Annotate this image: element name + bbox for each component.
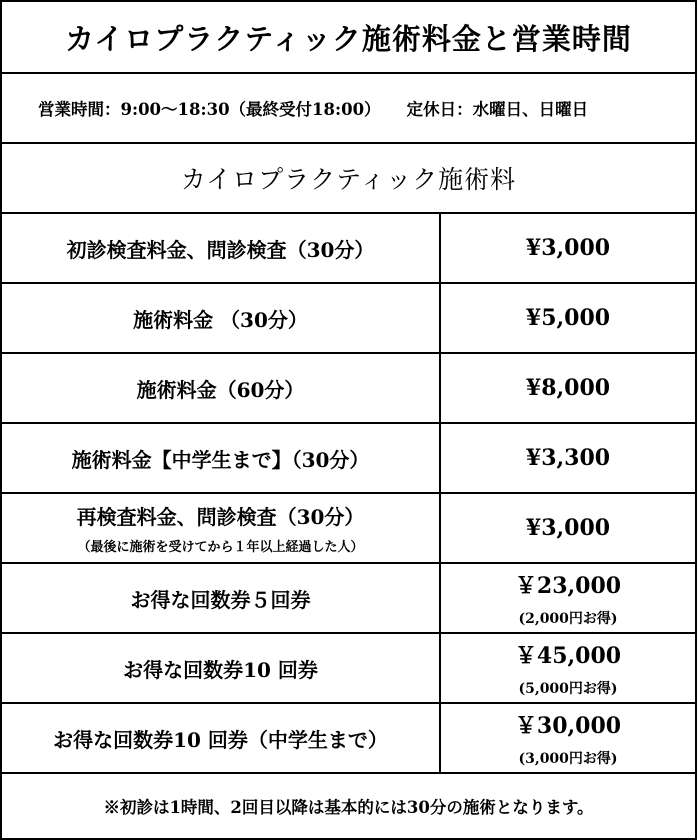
service-price-cell bbox=[441, 494, 695, 562]
service-price: ￥45,000 bbox=[514, 642, 622, 669]
service-price: ￥23,000 bbox=[514, 572, 622, 599]
savings-note: (3,000円お得) bbox=[518, 750, 618, 767]
closed-days: 定休日：水曜日、日曜日 bbox=[406, 100, 589, 119]
service-price-cell bbox=[441, 634, 695, 702]
service-name: 再検査料金、問診検査（30分） bbox=[76, 505, 365, 529]
service-name-cell bbox=[2, 354, 441, 422]
service-name: 初診検査料金、問診検査（30分） bbox=[66, 237, 375, 262]
business-hours: 営業時間：9:00〜18:30（最終受付18:00） bbox=[38, 100, 381, 119]
price-row bbox=[2, 494, 695, 564]
service-name: 施術料金（60分） bbox=[136, 377, 305, 402]
business-hours-row bbox=[2, 74, 695, 144]
price-row bbox=[2, 704, 695, 774]
service-name-cell bbox=[2, 214, 441, 282]
price-row bbox=[2, 284, 695, 354]
service-price: ¥3,000 bbox=[525, 235, 611, 261]
section-title: カイロプラクティック施術料 bbox=[2, 144, 695, 214]
service-price-cell bbox=[441, 564, 695, 632]
price-row bbox=[2, 424, 695, 494]
service-price-cell bbox=[441, 704, 695, 772]
service-name-cell bbox=[2, 704, 441, 772]
service-price: ¥3,000 bbox=[525, 515, 611, 541]
service-price-cell bbox=[441, 354, 695, 422]
service-price-cell bbox=[441, 284, 695, 352]
service-price: ¥5,000 bbox=[525, 305, 611, 331]
footnote: ※初診は1時間、2回目以降は基本的には30分の施術となります。 bbox=[103, 798, 594, 817]
service-price: ¥3,300 bbox=[525, 445, 611, 471]
service-name: お得な回数券５回券 bbox=[130, 587, 311, 612]
price-row bbox=[2, 214, 695, 284]
service-name: お得な回数券10 回券（中学生まで） bbox=[53, 727, 388, 752]
service-price-cell bbox=[441, 214, 695, 282]
service-name-cell bbox=[2, 284, 441, 352]
service-name-cell bbox=[2, 424, 441, 492]
service-name-cell bbox=[2, 494, 441, 562]
service-name-cell bbox=[2, 634, 441, 702]
price-row bbox=[2, 634, 695, 704]
service-price: ￥30,000 bbox=[514, 712, 622, 739]
price-row bbox=[2, 354, 695, 424]
service-name-cell bbox=[2, 564, 441, 632]
service-name: 施術料金【中学生まで】（30分） bbox=[71, 447, 370, 472]
service-note: （最後に施術を受けてから１年以上経過した人） bbox=[77, 540, 364, 555]
savings-note: (2,000円お得) bbox=[518, 610, 618, 627]
price-row bbox=[2, 564, 695, 634]
service-price-cell bbox=[441, 424, 695, 492]
page-title: カイロプラクティック施術料金と営業時間 bbox=[2, 2, 695, 74]
service-name: お得な回数券10 回券 bbox=[123, 657, 318, 682]
service-price: ¥8,000 bbox=[525, 375, 611, 401]
service-name: 施術料金 （30分） bbox=[133, 307, 308, 332]
savings-note: (5,000円お得) bbox=[518, 680, 618, 697]
